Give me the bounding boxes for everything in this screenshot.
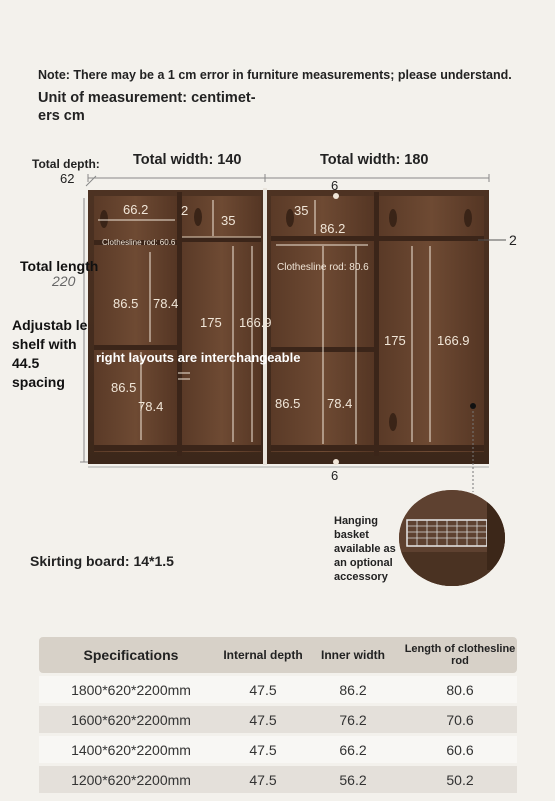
dim-166-9-left: 166.9 — [239, 315, 272, 330]
total-length-value: 220 — [52, 273, 76, 289]
total-depth-value: 62 — [60, 171, 75, 186]
dim-78-4-lower: 78.4 — [138, 399, 164, 414]
header-inner-width: Inner width — [303, 637, 403, 673]
cell-spec: 1400*620*2200mm — [39, 736, 223, 763]
dim-78-4-right: 78.4 — [327, 396, 353, 411]
cell-depth: 47.5 — [223, 736, 303, 763]
dim-86-5-lower: 86.5 — [111, 380, 137, 395]
header-specifications: Specifications — [39, 637, 223, 673]
measurement-note: Note: There may be a 1 cm error in furniture measurements; please understand. — [38, 68, 512, 82]
cell-width: 66.2 — [303, 736, 403, 763]
dim-35-left: 35 — [221, 213, 236, 228]
dim-86-5-upper: 86.5 — [113, 296, 139, 311]
total-width-140-label: Total width: 140 — [133, 152, 242, 168]
rod-label-left: Clothesline rod: 60.6 — [102, 238, 176, 247]
cell-rod: 80.6 — [403, 676, 517, 703]
unit-note: Unit of measurement: centimet- ers cm — [38, 90, 256, 124]
dim-175-right: 175 — [384, 333, 406, 348]
cell-rod: 70.6 — [403, 706, 517, 733]
cell-width: 86.2 — [303, 676, 403, 703]
cell-width: 76.2 — [303, 706, 403, 733]
dim-166-9-right: 166.9 — [437, 333, 470, 348]
cell-rod: 50.2 — [403, 766, 517, 793]
cell-spec: 1200*620*2200mm — [39, 766, 223, 793]
dim-175-left: 175 — [200, 315, 222, 330]
cell-rod: 60.6 — [403, 736, 517, 763]
table-row — [39, 766, 517, 793]
table-row — [39, 706, 517, 733]
total-length-label: Total length — [20, 258, 99, 274]
skirting-board-label: Skirting board: 14*1.5 — [30, 553, 174, 569]
table-row — [39, 736, 517, 763]
cell-width: 56.2 — [303, 766, 403, 793]
dim-86-2: 86.2 — [320, 221, 346, 236]
total-width-180-label: Total width: 180 — [320, 152, 429, 168]
interchangeable-note: right layouts are interchangeable — [96, 350, 301, 365]
hanging-basket-label: Hanging basket available as an optional accessory — [334, 515, 396, 583]
cell-depth: 47.5 — [223, 766, 303, 793]
basket-illustration — [399, 490, 505, 586]
specifications-table — [39, 634, 517, 796]
cell-depth: 47.5 — [223, 676, 303, 703]
hanging-basket-image — [399, 490, 505, 586]
dim-78-4-upper: 78.4 — [153, 296, 179, 311]
cell-spec: 1600*620*2200mm — [39, 706, 223, 733]
dim-66-2: 66.2 — [123, 202, 149, 217]
table-row — [39, 676, 517, 703]
cell-spec: 1800*620*2200mm — [39, 676, 223, 703]
cell-depth: 47.5 — [223, 706, 303, 733]
dim-86-5-right: 86.5 — [275, 396, 301, 411]
table-header-row — [39, 637, 517, 673]
bottom-gap-6: 6 — [331, 468, 339, 483]
adjustable-shelf-label: Adjustab le shelf with 44.5 spacing — [12, 317, 88, 390]
dim-35-right: 35 — [294, 203, 309, 218]
total-depth-label: Total depth: — [32, 157, 100, 171]
right-gap-2: 2 — [509, 232, 517, 248]
header-internal-depth: Internal depth — [223, 637, 303, 673]
top-gap-6: 6 — [331, 178, 339, 193]
dim-gap-2: 2 — [181, 203, 189, 218]
header-rod-length: Length of clothesline rod — [403, 637, 517, 673]
rod-label-right: Clothesline rod: 80.6 — [277, 262, 369, 273]
